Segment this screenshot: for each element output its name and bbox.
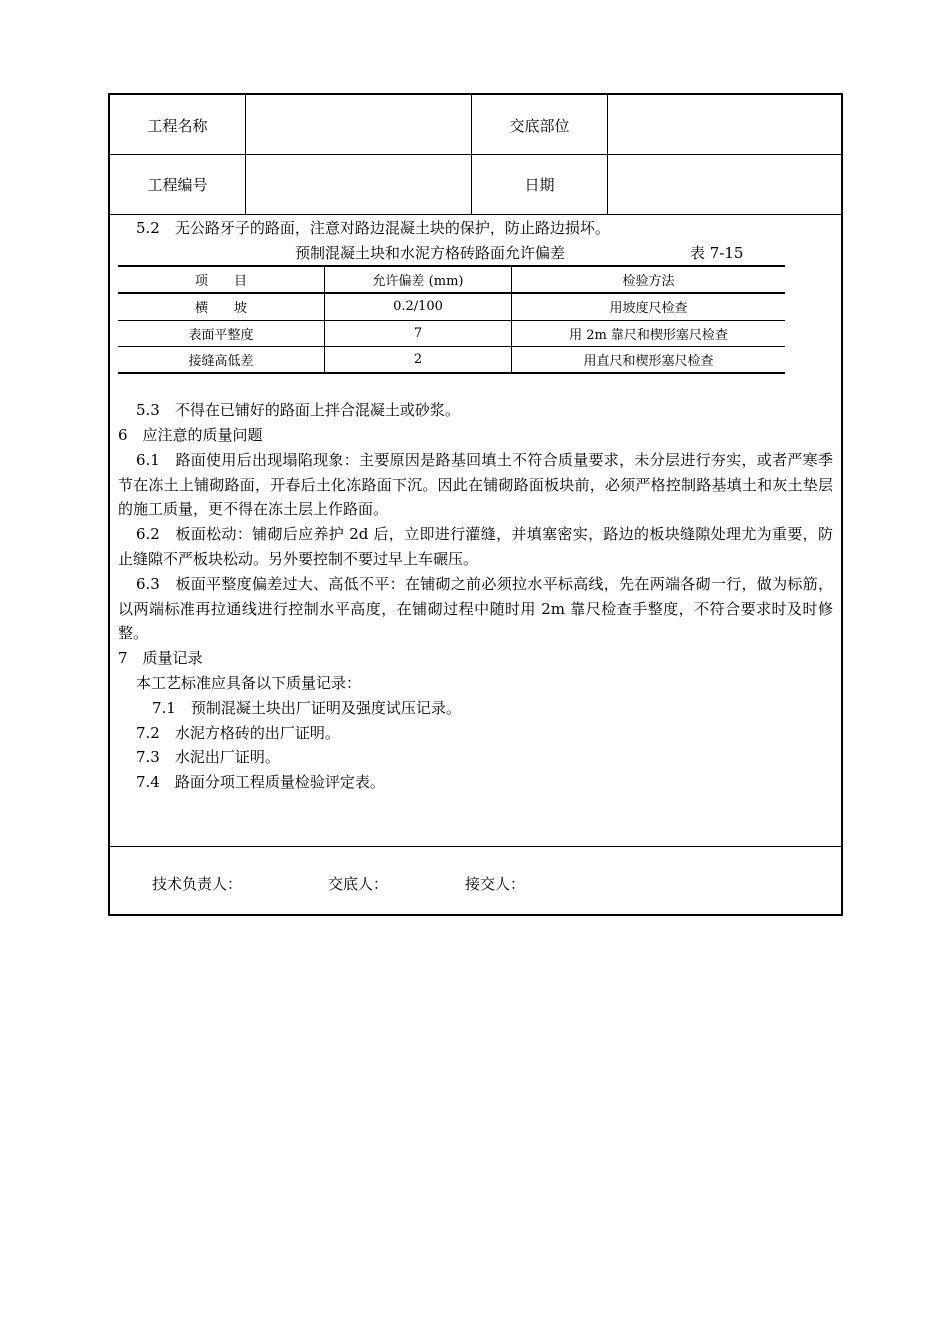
date-value	[608, 155, 841, 213]
location-label: 交底部位	[509, 116, 570, 135]
table-row	[118, 320, 785, 346]
row-method: 用 2m 靠尺和楔形塞尺检查	[569, 327, 728, 343]
project-no-value	[246, 155, 471, 213]
col-header-tolerance: 允许偏差 (mm)	[372, 273, 464, 289]
table-row	[118, 346, 785, 372]
date-label: 日期	[524, 175, 555, 194]
col-header-method: 检验方法	[622, 273, 675, 289]
section-7-title: 7 质量记录	[118, 649, 203, 667]
received-by-label: 接交人：	[465, 875, 526, 893]
table-bottom-rule	[118, 372, 785, 374]
col-header-item: 项 目	[194, 273, 247, 289]
project-name-label: 工程名称	[147, 116, 208, 135]
row-tolerance: 0.2/100	[393, 298, 443, 314]
section-7-3: 7.3 水泥出厂证明。	[136, 748, 280, 766]
row-tolerance: 7	[413, 325, 423, 341]
section-5-3: 5.3 不得在已铺好的路面上拌合混凝土或砂浆。	[136, 401, 460, 419]
section-6-title: 6 应注意的质量问题	[118, 426, 263, 444]
row-item: 表面平整度	[188, 327, 254, 343]
disclosure-form	[108, 93, 843, 916]
table-title: 预制混凝土块和水泥方格砖路面允许偏差	[295, 244, 566, 262]
table-number: 表 7-15	[690, 244, 744, 262]
row-item: 横 坡	[194, 300, 247, 316]
project-name-value	[246, 96, 471, 154]
section-5-2: 5.2 无公路牙子的路面，注意对路边混凝土块的保护，防止路边损坏。	[136, 219, 610, 237]
row-item: 接缝高低差	[188, 353, 254, 369]
handover-by-label: 交底人：	[328, 875, 389, 893]
table-header-row	[118, 266, 785, 292]
project-no-label: 工程编号	[147, 175, 208, 194]
row-method: 用直尺和楔形塞尺检查	[583, 353, 714, 369]
section-7-1: 7.1 预制混凝土块出厂证明及强度试压记录。	[152, 699, 461, 717]
section-7-4: 7.4 路面分项工程质量检验评定表。	[136, 773, 385, 791]
section-6-1: 6.1 路面使用后出现塌陷现象：主要原因是路基回填土不符合质量要求，未分层进行夯实，或者严寒季节在冻土上铺砌路面，开春后土化冻路面下沉。因此在铺砌路面板块前，必须严格控制路基填土和灰土垫层的施工质量，更不得在冻土层上作路面。	[118, 451, 833, 518]
section-6-2: 6.2 板面松动：铺砌后应养护 2d 后，立即进行灌缝，并填塞密实，路边的板块缝隙处理尤为重要，防止缝隙不严板块松动。另外要控制不要过早上车碾压。	[118, 525, 833, 568]
footer-divider	[110, 846, 841, 847]
row-tolerance: 2	[413, 351, 423, 367]
header-bottom-divider	[110, 214, 841, 215]
table-row	[118, 293, 785, 319]
section-6-3: 6.3 板面平整度偏差过大、高低不平：在铺砌之前必须拉水平标高线，先在两端各砌一行，做为标筋，以两端标准再拉通线进行控制水平高度，在铺砌过程中随时用 2m 靠尺检查手整度，不符合要求时及时修整。	[118, 575, 833, 642]
row-method: 用坡度尺检查	[609, 300, 688, 316]
section-7-2: 7.2 水泥方格砖的出厂证明。	[136, 724, 340, 742]
location-value	[608, 96, 841, 154]
tech-lead-label: 技术负责人：	[152, 875, 243, 893]
section-7-intro: 本工艺标准应具备以下质量记录：	[136, 674, 362, 692]
